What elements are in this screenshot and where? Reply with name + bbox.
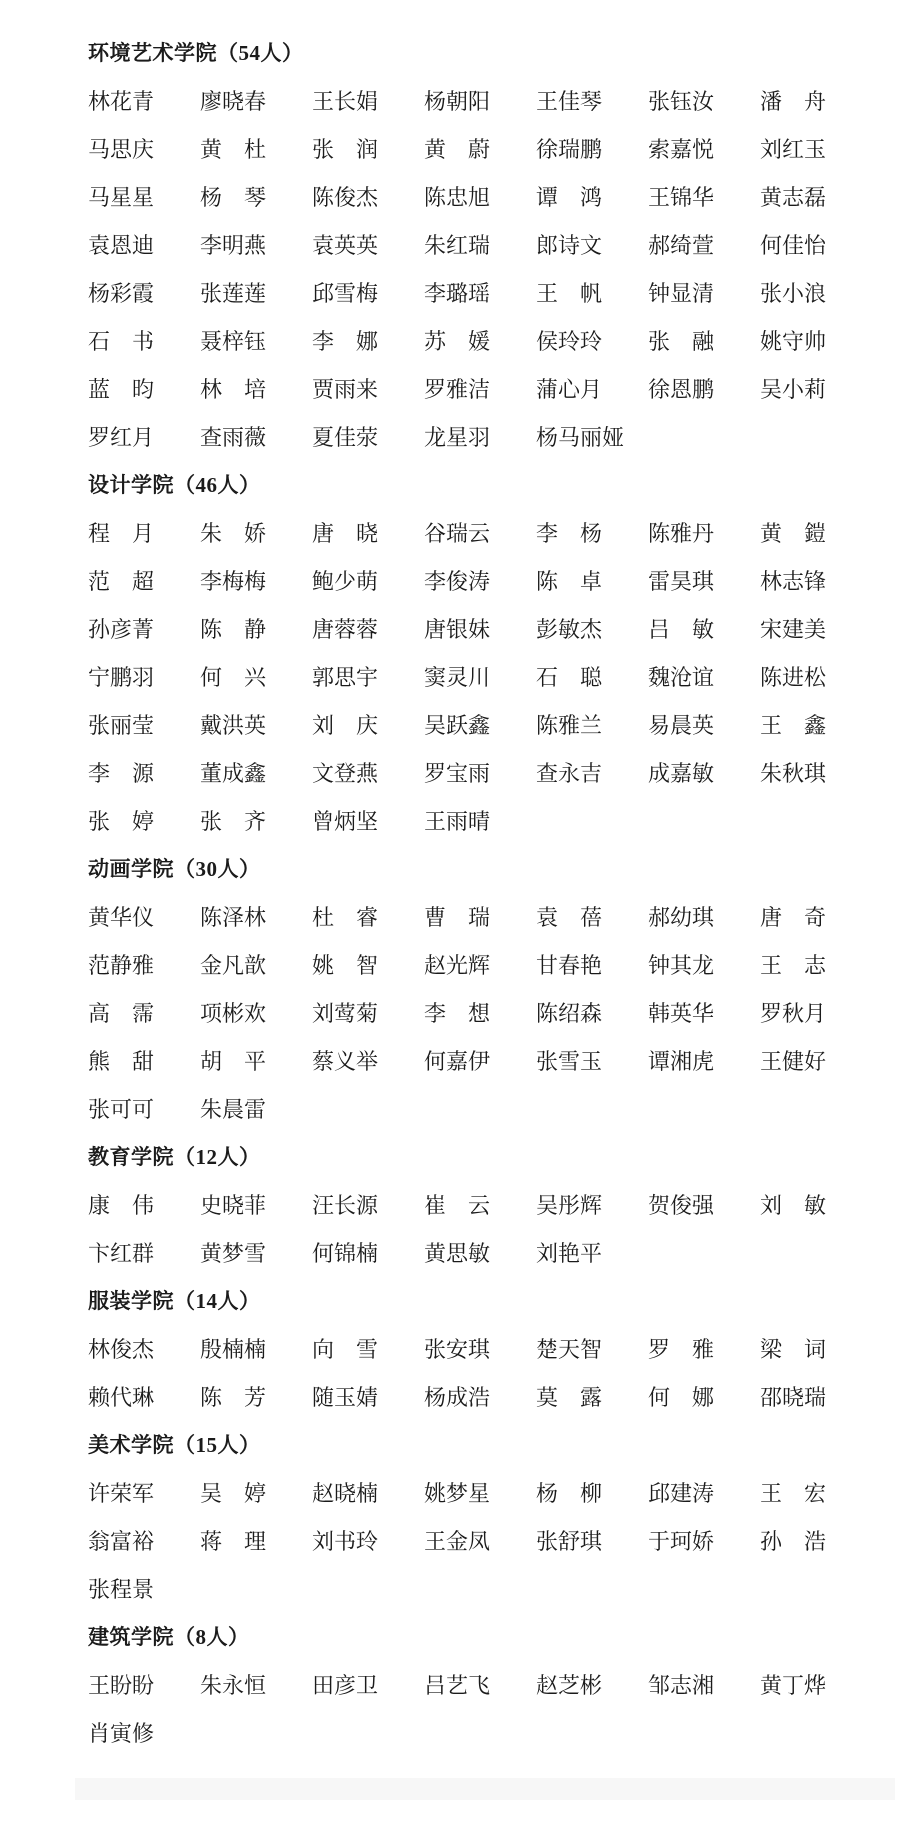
student-name: 何嘉伊	[424, 1048, 491, 1074]
student-name: 陈 芳	[200, 1384, 267, 1410]
student-name: 随玉婧	[312, 1384, 379, 1410]
student-name: 林俊杰	[88, 1336, 155, 1362]
name-row	[88, 1228, 848, 1276]
student-name: 彭敏杰	[536, 616, 603, 642]
college-section	[88, 460, 848, 844]
student-name: 王 帆	[536, 280, 603, 306]
student-name: 曹 瑞	[424, 904, 491, 930]
student-name: 吴 婷	[200, 1480, 267, 1506]
college-section	[88, 1132, 848, 1276]
college-section-title: 设计学院（46人）	[88, 473, 261, 497]
name-row	[88, 652, 848, 700]
student-name: 徐瑞鹏	[536, 136, 603, 162]
student-name: 郭思宇	[312, 664, 379, 690]
name-row	[88, 1036, 848, 1084]
student-name: 高 霈	[88, 1000, 155, 1026]
student-name: 何 娜	[648, 1384, 715, 1410]
student-name: 夏佳荥	[312, 424, 379, 450]
student-name: 龙星羽	[424, 424, 491, 450]
student-name: 王佳琴	[536, 88, 603, 114]
student-name: 雷昊琪	[648, 568, 715, 594]
student-name: 马星星	[88, 184, 155, 210]
student-name: 邵晓瑞	[760, 1384, 827, 1410]
student-name: 鲍少萌	[312, 568, 379, 594]
student-name: 罗秋月	[760, 1000, 827, 1026]
student-name: 罗宝雨	[424, 760, 491, 786]
student-name: 黄丁烨	[760, 1672, 827, 1698]
student-name: 杜 睿	[312, 904, 379, 930]
student-name: 刘莺菊	[312, 1000, 379, 1026]
student-name: 何锦楠	[312, 1240, 379, 1266]
student-name: 陈忠旭	[424, 184, 491, 210]
student-name: 谷瑞云	[424, 520, 491, 546]
student-name: 李 娜	[312, 328, 379, 354]
student-name: 袁 蓓	[536, 904, 603, 930]
student-name: 卞红群	[88, 1240, 155, 1266]
student-name: 林 培	[200, 376, 267, 402]
name-row	[88, 76, 848, 124]
student-name: 黄 鎧	[760, 520, 827, 546]
student-name: 唐 晓	[312, 520, 379, 546]
student-name: 苏 媛	[424, 328, 491, 354]
student-name: 杨朝阳	[424, 88, 491, 114]
student-name: 王锦华	[648, 184, 715, 210]
student-name: 李 想	[424, 1000, 491, 1026]
student-name: 梁 词	[760, 1336, 827, 1362]
student-name: 姚梦星	[424, 1480, 491, 1506]
college-section-title: 动画学院（30人）	[88, 857, 261, 881]
student-name: 董成鑫	[200, 760, 267, 786]
student-name: 韩英华	[648, 1000, 715, 1026]
student-name: 唐蓉蓉	[312, 616, 379, 642]
student-name: 范静雅	[88, 952, 155, 978]
student-name: 殷楠楠	[200, 1336, 267, 1362]
student-name: 甘春艳	[536, 952, 603, 978]
student-name: 王 志	[760, 952, 827, 978]
name-row	[88, 1372, 848, 1420]
college-section-title: 环境艺术学院（54人）	[88, 41, 304, 65]
name-row	[88, 700, 848, 748]
student-name: 何佳怡	[760, 232, 827, 258]
student-name: 宁鹏羽	[88, 664, 155, 690]
student-name: 张 润	[312, 136, 379, 162]
student-name: 郝绮萱	[648, 232, 715, 258]
student-name: 宋建美	[760, 616, 827, 642]
name-row	[88, 1660, 848, 1708]
student-name: 黄志磊	[760, 184, 827, 210]
college-section	[88, 844, 848, 1132]
student-name: 刘艳平	[536, 1240, 603, 1266]
name-row	[88, 124, 848, 172]
student-name: 张 婷	[88, 808, 155, 834]
student-name: 陈绍森	[536, 1000, 603, 1026]
student-name: 汪长源	[312, 1192, 379, 1218]
student-name: 邱建涛	[648, 1480, 715, 1506]
student-name: 范 超	[88, 568, 155, 594]
student-name: 项彬欢	[200, 1000, 267, 1026]
student-name: 王 鑫	[760, 712, 827, 738]
student-name: 张舒琪	[536, 1528, 603, 1554]
student-name: 李俊涛	[424, 568, 491, 594]
student-name: 蒋 理	[200, 1528, 267, 1554]
student-name: 钟显清	[648, 280, 715, 306]
student-name: 张程景	[88, 1576, 155, 1602]
student-name: 陈泽林	[200, 904, 267, 930]
college-section	[88, 1420, 848, 1612]
college-section-title: 教育学院（12人）	[88, 1145, 261, 1169]
student-name: 黄 杜	[200, 136, 267, 162]
student-name: 索嘉悦	[648, 136, 715, 162]
student-name: 刘红玉	[760, 136, 827, 162]
student-name: 杨彩霞	[88, 280, 155, 306]
student-name: 吕 敏	[648, 616, 715, 642]
student-name: 陈雅兰	[536, 712, 603, 738]
student-name: 罗 雅	[648, 1336, 715, 1362]
student-name: 张可可	[88, 1096, 155, 1122]
name-row	[88, 220, 848, 268]
student-name: 莫 露	[536, 1384, 603, 1410]
student-name: 钟其龙	[648, 952, 715, 978]
name-row	[88, 172, 848, 220]
student-name: 何 兴	[200, 664, 267, 690]
student-name: 王盼盼	[88, 1672, 155, 1698]
student-name: 易晨英	[648, 712, 715, 738]
student-name: 吴小莉	[760, 376, 827, 402]
student-name: 黄思敏	[424, 1240, 491, 1266]
student-name: 杨马丽娅	[536, 424, 625, 450]
student-name: 李 源	[88, 760, 155, 786]
student-name: 杨 柳	[536, 1480, 603, 1506]
name-row	[88, 364, 848, 412]
student-name: 魏沧谊	[648, 664, 715, 690]
student-name: 王长娟	[312, 88, 379, 114]
student-name: 聂梓钰	[200, 328, 267, 354]
college-section-title: 美术学院（15人）	[88, 1433, 261, 1457]
student-name: 吕艺飞	[424, 1672, 491, 1698]
name-row	[88, 1564, 848, 1612]
student-name: 杨成浩	[424, 1384, 491, 1410]
student-name: 邹志湘	[648, 1672, 715, 1698]
student-name: 肖寅修	[88, 1720, 155, 1746]
name-row	[88, 988, 848, 1036]
student-name: 杨 琴	[200, 184, 267, 210]
student-name: 李明燕	[200, 232, 267, 258]
student-name: 刘 庆	[312, 712, 379, 738]
student-name: 黄梦雪	[200, 1240, 267, 1266]
name-row	[88, 316, 848, 364]
student-name: 孙 浩	[760, 1528, 827, 1554]
student-name: 朱晨雷	[200, 1096, 267, 1122]
student-name: 陈 静	[200, 616, 267, 642]
student-name: 马思庆	[88, 136, 155, 162]
student-name: 吴彤辉	[536, 1192, 603, 1218]
college-section	[88, 28, 848, 460]
college-section	[88, 1276, 848, 1420]
name-row	[88, 1708, 848, 1756]
name-row	[88, 892, 848, 940]
student-name: 许荣军	[88, 1480, 155, 1506]
name-row	[88, 604, 848, 652]
student-name: 曾炳坚	[312, 808, 379, 834]
student-name: 胡 平	[200, 1048, 267, 1074]
student-name: 张 齐	[200, 808, 267, 834]
student-name: 陈进松	[760, 664, 827, 690]
name-row	[88, 796, 848, 844]
name-row	[88, 1180, 848, 1228]
student-name: 陈俊杰	[312, 184, 379, 210]
student-name: 唐银妹	[424, 616, 491, 642]
student-name: 王健好	[760, 1048, 827, 1074]
student-name: 朱 娇	[200, 520, 267, 546]
student-name: 李 杨	[536, 520, 603, 546]
student-name: 康 伟	[88, 1192, 155, 1218]
student-name: 李梅梅	[200, 568, 267, 594]
name-row	[88, 508, 848, 556]
student-name: 张小浪	[760, 280, 827, 306]
student-name: 文登燕	[312, 760, 379, 786]
student-name: 窦灵川	[424, 664, 491, 690]
student-name: 林花青	[88, 88, 155, 114]
student-name: 谭湘虎	[648, 1048, 715, 1074]
student-name: 潘 舟	[760, 88, 827, 114]
student-name: 王 宏	[760, 1480, 827, 1506]
student-name: 张莲莲	[200, 280, 267, 306]
student-name: 徐恩鹏	[648, 376, 715, 402]
student-name: 戴洪英	[200, 712, 267, 738]
student-name: 田彦卫	[312, 1672, 379, 1698]
student-name: 罗红月	[88, 424, 155, 450]
student-name: 贺俊强	[648, 1192, 715, 1218]
student-name: 程 月	[88, 520, 155, 546]
student-name: 朱秋琪	[760, 760, 827, 786]
name-row	[88, 412, 848, 460]
footer-strip	[75, 1778, 895, 1800]
student-name: 郎诗文	[536, 232, 603, 258]
student-name: 刘 敏	[760, 1192, 827, 1218]
name-row	[88, 1516, 848, 1564]
name-row	[88, 1324, 848, 1372]
student-name: 郝幼琪	[648, 904, 715, 930]
student-name: 罗雅洁	[424, 376, 491, 402]
student-name: 蓝 昀	[88, 376, 155, 402]
student-name: 张丽莹	[88, 712, 155, 738]
student-name: 向 雪	[312, 1336, 379, 1362]
name-row	[88, 556, 848, 604]
student-name: 侯玲玲	[536, 328, 603, 354]
student-name: 蔡义举	[312, 1048, 379, 1074]
student-name: 赵芝彬	[536, 1672, 603, 1698]
student-name: 姚守帅	[760, 328, 827, 354]
student-name: 唐 奇	[760, 904, 827, 930]
student-name: 陈雅丹	[648, 520, 715, 546]
college-section	[88, 1612, 848, 1756]
student-name: 吴跃鑫	[424, 712, 491, 738]
student-name: 袁英英	[312, 232, 379, 258]
student-name: 黄华仪	[88, 904, 155, 930]
student-name: 贾雨来	[312, 376, 379, 402]
student-name: 廖晓春	[200, 88, 267, 114]
student-name: 刘书玲	[312, 1528, 379, 1554]
name-row	[88, 1084, 848, 1132]
student-name: 朱永恒	[200, 1672, 267, 1698]
student-name: 李璐瑶	[424, 280, 491, 306]
student-name: 邱雪梅	[312, 280, 379, 306]
student-name: 史晓菲	[200, 1192, 267, 1218]
student-name: 成嘉敏	[648, 760, 715, 786]
name-row	[88, 940, 848, 988]
student-name: 孙彦菁	[88, 616, 155, 642]
student-name: 黄 蔚	[424, 136, 491, 162]
student-name: 谭 鸿	[536, 184, 603, 210]
student-name: 查永吉	[536, 760, 603, 786]
student-name: 赖代琳	[88, 1384, 155, 1410]
college-section-title: 建筑学院（8人）	[88, 1625, 250, 1649]
student-name: 翁富裕	[88, 1528, 155, 1554]
student-name: 查雨薇	[200, 424, 267, 450]
student-name: 张安琪	[424, 1336, 491, 1362]
student-name: 金凡歆	[200, 952, 267, 978]
student-name: 蒲心月	[536, 376, 603, 402]
student-name: 袁恩迪	[88, 232, 155, 258]
student-name: 朱红瑞	[424, 232, 491, 258]
student-name: 石 书	[88, 328, 155, 354]
student-name: 张钰汝	[648, 88, 715, 114]
student-name: 楚天智	[536, 1336, 603, 1362]
name-row	[88, 268, 848, 316]
student-name: 于珂娇	[648, 1528, 715, 1554]
student-name: 石 聪	[536, 664, 603, 690]
student-name: 姚 智	[312, 952, 379, 978]
student-name: 张雪玉	[536, 1048, 603, 1074]
student-name: 张 融	[648, 328, 715, 354]
college-section-title: 服装学院（14人）	[88, 1289, 261, 1313]
student-name: 赵光辉	[424, 952, 491, 978]
student-name: 赵晓楠	[312, 1480, 379, 1506]
student-name: 熊 甜	[88, 1048, 155, 1074]
student-name: 王雨晴	[424, 808, 491, 834]
student-name: 崔 云	[424, 1192, 491, 1218]
name-row	[88, 748, 848, 796]
student-name: 陈 卓	[536, 568, 603, 594]
student-name: 王金凤	[424, 1528, 491, 1554]
student-name: 林志锋	[760, 568, 827, 594]
name-row	[88, 1468, 848, 1516]
